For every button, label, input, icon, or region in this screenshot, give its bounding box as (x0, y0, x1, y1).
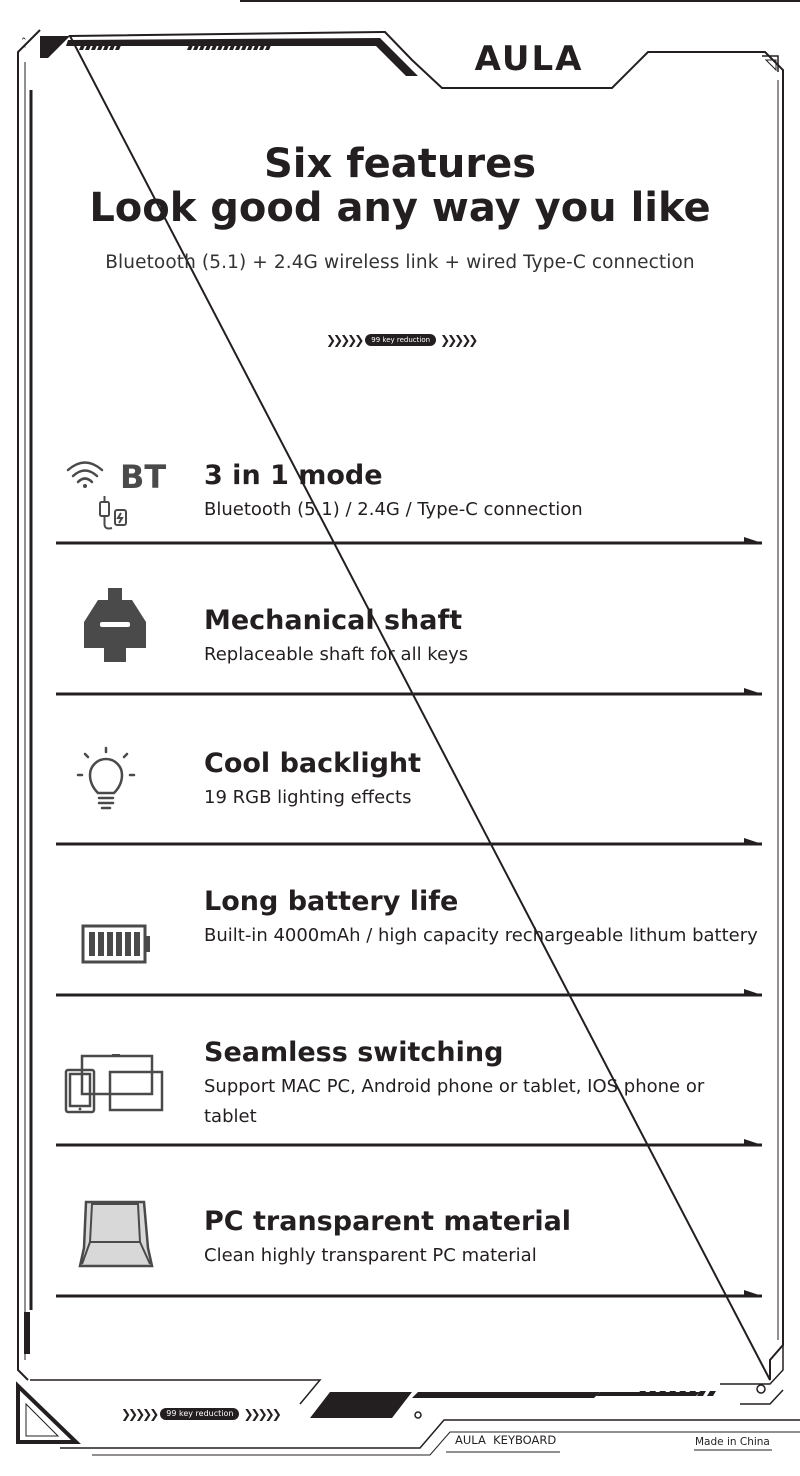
divider (56, 989, 762, 997)
devices-icon (60, 1052, 170, 1118)
footer-origin: Made in China (695, 1436, 770, 1448)
divider (56, 838, 762, 846)
divider (56, 1139, 762, 1147)
feature-description: Replaceable shaft for all keys (204, 644, 469, 665)
key-reduction-badge (326, 334, 475, 346)
feature-description: Support MAC PC, Android phone or tablet, IOS phone or tablet (204, 1076, 705, 1127)
divider (56, 537, 762, 545)
feature-description: 19 RGB lighting effects (204, 787, 412, 808)
switch-shaft-icon (60, 586, 170, 666)
footer-brand-label: AULA KEYBOARD (455, 1433, 557, 1447)
battery-icon (60, 918, 170, 968)
feature-title: Mechanical shaft (204, 605, 463, 636)
aula-logo (446, 40, 612, 76)
headline-line-1: Six features (263, 141, 537, 187)
feature-description: Built-in 4000mAh / high capacity rechargeable lithum battery (204, 925, 758, 946)
feature-title: Seamless switching (204, 1037, 504, 1068)
svg-text:⌃: ⌃ (20, 37, 28, 47)
keycap-icon (60, 1196, 170, 1268)
badge-label: 99 key reduction (160, 1408, 239, 1420)
feature-title: 3 in 1 mode (204, 460, 383, 491)
feature-title: Cool backlight (204, 748, 422, 779)
chevrons-right: ❯❯❯❯❯ (243, 1407, 279, 1421)
connectivity-subtitle: Bluetooth (5.1) + 2.4G wireless link + wired Type-C connection (105, 252, 695, 273)
svg-text:BT: BT (120, 458, 167, 496)
chevrons-right: ❯❯❯❯❯ (440, 333, 476, 347)
wireless-bt-icon (60, 450, 170, 535)
headline-line-2: Look good any way you like (89, 185, 711, 231)
chevrons-left: ❯❯❯❯❯ (326, 333, 362, 347)
feature-title: PC transparent material (204, 1206, 572, 1237)
key-reduction-badge-footer (121, 1408, 279, 1420)
badge-label: 99 key reduction (365, 334, 436, 346)
feature-description: Clean highly transparent PC material (204, 1245, 537, 1266)
divider (56, 1290, 762, 1298)
svg-text:AULA: AULA (474, 40, 584, 76)
feature-description: Bluetooth (5.1) / 2.4G / Type-C connection (204, 499, 583, 520)
divider (56, 688, 762, 696)
svg-text:⌃: ⌃ (20, 45, 28, 55)
chevrons-left: ❯❯❯❯❯ (121, 1407, 157, 1421)
lightbulb-icon (60, 745, 170, 815)
feature-title: Long battery life (204, 886, 459, 917)
